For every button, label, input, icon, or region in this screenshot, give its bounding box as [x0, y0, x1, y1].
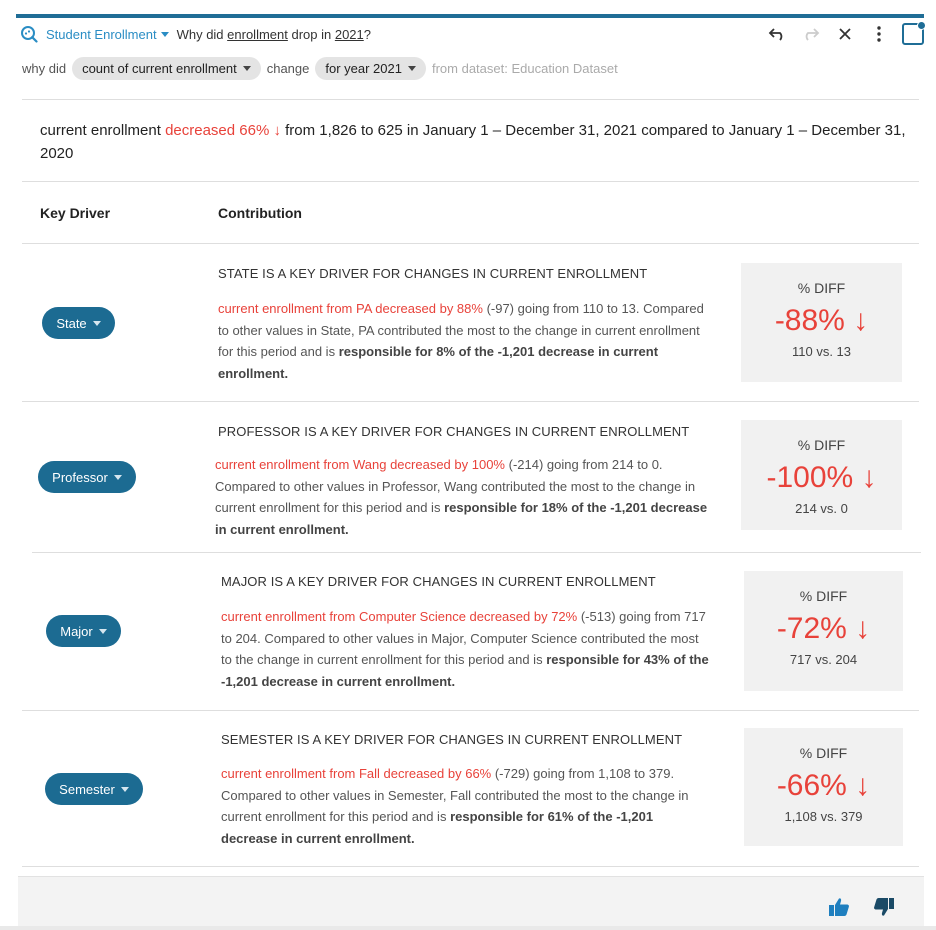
chevron-down-icon — [243, 66, 251, 71]
driver-description: current enrollment from Wang decreased by 100% (-214) going from 214 to 0. Compared to other values in Professor, Wang contributed the most to the change in current enrollment for this period and is responsible for 18% of the -1,201 decrease in current enrollment. — [215, 457, 708, 537]
pin-panel-icon[interactable] — [902, 23, 924, 45]
diff-label: % DIFF — [799, 745, 848, 761]
diff-compare: 717 vs. 204 — [789, 652, 858, 667]
more-icon[interactable] — [868, 23, 890, 45]
driver-description: current enrollment from Fall decreased by 66% (-729) going from 1,108 to 379. Compared to other values in Semester, Fall contributed the most to the change in current enrollment for this period and is responsible for 61% of the -1,201 decrease in current enrollment. — [221, 766, 689, 846]
column-header-contribution: Contribution — [218, 205, 302, 221]
diff-value: -72% ↓ — [776, 612, 871, 645]
period-chip[interactable]: for year 2021 — [315, 57, 426, 80]
summary-change: decreased 66% ↓ — [165, 122, 281, 139]
divider — [22, 710, 919, 711]
diff-compare: 214 vs. 0 — [795, 501, 848, 516]
chevron-down-icon — [114, 475, 122, 480]
driver-description: current enrollment from PA decreased by 88% (-97) going from 110 to 13. Compared to other values in State, PA contributed the most to the change in current enrollment for this period and is responsible for 8% of the -1,201 decrease in current enrollment. — [218, 301, 704, 381]
diff-value: -88% ↓ — [774, 304, 869, 337]
close-icon[interactable] — [834, 23, 856, 45]
question-term-2021[interactable]: 2021 — [334, 26, 364, 42]
column-header-key-driver: Key Driver — [40, 205, 111, 221]
diff-value: -100% ↓ — [766, 461, 877, 494]
divider — [22, 866, 919, 867]
question-text: Why did enrollment drop in 2021? — [176, 26, 371, 42]
divider — [22, 243, 919, 244]
divider — [22, 99, 919, 100]
chevron-down-icon[interactable] — [161, 32, 169, 37]
dataset-selector[interactable]: Student Enrollment — [46, 26, 157, 42]
driver-semester-button[interactable]: Semester — [45, 773, 143, 805]
percent-diff-card — [744, 728, 903, 846]
driver-description: current enrollment from Computer Science decreased by 72% (-513) going from 717 to 204. Compared to other values in Major, Computer Science contributed the most to the change in current enrollment for this period and is responsible for 43% of the -1,201 decrease in current enrollment. — [221, 609, 709, 689]
percent-diff-card — [741, 263, 902, 382]
thumbs-down-icon[interactable] — [873, 897, 895, 917]
divider — [22, 181, 919, 182]
percent-diff-card — [741, 420, 902, 530]
diff-label: % DIFF — [797, 280, 846, 296]
diff-label: % DIFF — [799, 588, 848, 604]
diff-compare: 1,108 vs. 379 — [784, 809, 863, 824]
metric-chip[interactable]: count of current enrollment — [72, 57, 261, 80]
change-label: change — [266, 60, 310, 76]
divider — [32, 552, 921, 553]
thumbs-up-icon[interactable] — [828, 897, 850, 917]
driver-title: STATE IS A KEY DRIVER FOR CHANGES IN CURRENT ENROLLMENT — [218, 266, 648, 281]
driver-state-button[interactable]: State — [42, 307, 115, 339]
question-term-enrollment[interactable]: enrollment — [227, 26, 288, 42]
chevron-down-icon — [93, 321, 101, 326]
redo-icon[interactable] — [800, 23, 822, 45]
top-accent-bar — [16, 14, 924, 18]
driver-title: MAJOR IS A KEY DRIVER FOR CHANGES IN CURRENT ENROLLMENT — [221, 574, 656, 589]
chevron-down-icon — [99, 629, 107, 634]
diff-compare: 110 vs. 13 — [791, 344, 852, 359]
why-did-label: why did — [22, 60, 67, 76]
chevron-down-icon — [121, 787, 129, 792]
driver-title: SEMESTER IS A KEY DRIVER FOR CHANGES IN CURRENT ENROLLMENT — [221, 732, 683, 747]
diff-value: -66% ↓ — [776, 769, 871, 802]
feedback-footer — [18, 876, 924, 928]
percent-diff-card — [744, 571, 903, 691]
diff-label: % DIFF — [797, 437, 846, 453]
q-search-icon — [20, 25, 38, 43]
question-filters — [22, 55, 618, 81]
dataset-source: from dataset: Education Dataset — [431, 60, 618, 76]
bottom-border — [0, 926, 936, 930]
divider — [22, 401, 919, 402]
chevron-down-icon — [408, 66, 416, 71]
insight-summary: current enrollment decreased 66% ↓ from 1,826 to 625 in January 1 – December 31, 2021 compared to January 1 – December 31, 2020 — [40, 122, 906, 162]
driver-title: PROFESSOR IS A KEY DRIVER FOR CHANGES IN CURRENT ENROLLMENT — [218, 424, 690, 439]
driver-professor-button[interactable]: Professor — [38, 461, 136, 493]
header-toolbar — [766, 20, 924, 48]
driver-major-button[interactable]: Major — [46, 615, 121, 647]
undo-icon[interactable] — [766, 23, 788, 45]
insight-header — [16, 20, 924, 48]
